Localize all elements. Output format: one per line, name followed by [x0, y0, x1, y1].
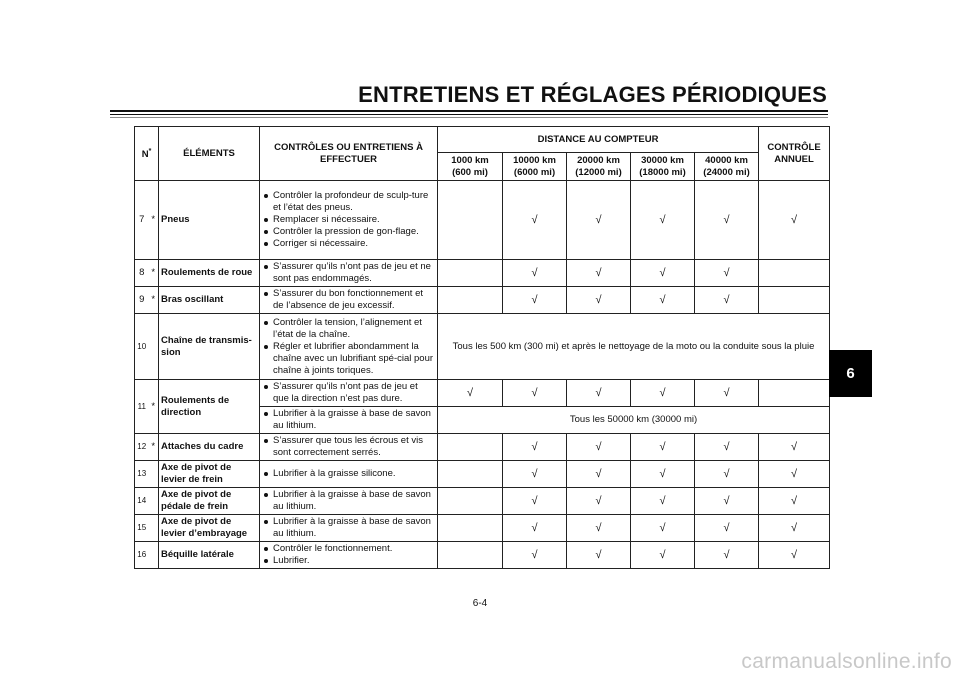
- header-controls: CONTRÔLES OU ENTRETIENS À EFFECTUER: [260, 127, 438, 181]
- element-name: Béquille latérale: [159, 542, 260, 569]
- page-number: 6-4: [472, 598, 488, 609]
- table-row: 10 Chaîne de transmis-sion Contrôler la tension, l’alignement et l’état de la chaîne. Régler et lubrifier abondamment la chaîne avec un lubrifiant spé-cial pour chaîne à joints toriques. Tous les 500 km (300 mi) et après le nettoyage de la moto ou la conduite sous la pluie: [135, 314, 830, 380]
- check-mark: √: [503, 461, 567, 488]
- header-distance-1: 1000 km (600 mi): [438, 153, 503, 181]
- check-mark: √: [503, 434, 567, 461]
- title-rule: [110, 110, 828, 112]
- check-mark: √: [567, 287, 631, 314]
- header-distance-2: 10000 km (6000 mi): [503, 153, 567, 181]
- header-distance-5: 40000 km (24000 mi): [695, 153, 759, 181]
- check-mark: √: [567, 260, 631, 287]
- table-row: 16 Béquille latérale Contrôler le fonctionnement. Lubrifier. √ √ √ √ √: [135, 542, 830, 569]
- check-mark: √: [631, 515, 695, 542]
- table-row: 13 Axe de pivot de levier de frein Lubrifier à la graisse silicone. √ √ √ √ √: [135, 461, 830, 488]
- control-items: S’assurer du bon fonctionnement et de l’absence de jeu excessif.: [260, 287, 438, 314]
- check-mark: √: [759, 515, 830, 542]
- table-row: 15 Axe de pivot de levier d’embrayage Lubrifier à la graisse à base de savon au lithium. √ √ √ √ √: [135, 515, 830, 542]
- element-name: Bras oscillant: [159, 287, 260, 314]
- check-mark: √: [631, 181, 695, 260]
- control-items: S’assurer qu’ils n’ont pas de jeu et que la direction n’est pas dure.: [260, 380, 438, 407]
- header-distance-4: 30000 km (18000 mi): [631, 153, 695, 181]
- check-mark: √: [759, 434, 830, 461]
- check-mark: √: [759, 488, 830, 515]
- check-mark: √: [759, 181, 830, 260]
- header-number: N*: [135, 127, 159, 181]
- element-name: Axe de pivot de levier d’embrayage: [159, 515, 260, 542]
- control-items: Lubrifier à la graisse à base de savon au lithium.: [260, 488, 438, 515]
- header-elements: ÉLÉMENTS: [159, 127, 260, 181]
- control-items: Lubrifier à la graisse à base de savon au lithium.: [260, 515, 438, 542]
- check-mark: √: [695, 434, 759, 461]
- check-mark: √: [567, 542, 631, 569]
- table-row: 7 * Pneus Contrôler la profondeur de sculp-ture et l’état des pneus. Remplacer si nécessaire. Contrôler la pression de gon-flage. Corriger si nécessaire. √ √ √ √ √: [135, 181, 830, 260]
- watermark: carmanualsonline.info: [741, 650, 952, 673]
- check-mark: √: [567, 434, 631, 461]
- control-items: Lubrifier à la graisse à base de savon au lithium.: [260, 407, 438, 434]
- check-mark: √: [631, 260, 695, 287]
- table-row: 14 Axe de pivot de pédale de frein Lubrifier à la graisse à base de savon au lithium. √ √ √ √ √: [135, 488, 830, 515]
- check-mark: √: [631, 380, 695, 407]
- table-row: 8 * Roulements de roue S’assurer qu’ils n’ont pas de jeu et ne sont pas endommagés. √ √ √ √: [135, 260, 830, 287]
- check-mark: √: [503, 380, 567, 407]
- check-mark: √: [567, 461, 631, 488]
- check-mark: √: [503, 287, 567, 314]
- check-mark: √: [695, 380, 759, 407]
- check-mark: √: [567, 515, 631, 542]
- check-mark: √: [695, 461, 759, 488]
- control-items: Contrôler la tension, l’alignement et l’état de la chaîne. Régler et lubrifier abondamment la chaîne avec un lubrifiant spé-cial pour chaîne à joints toriques.: [260, 314, 438, 380]
- check-mark: √: [503, 260, 567, 287]
- header-annual: CONTRÔLE ANNUEL: [759, 127, 830, 181]
- page-title: ENTRETIENS ET RÉGLAGES PÉRIODIQUES: [358, 82, 827, 107]
- check-mark: √: [631, 488, 695, 515]
- table-row: 12 * Attaches du cadre S’assurer que tous les écrous et vis sont correctement serrés. √ √ √ √ √: [135, 434, 830, 461]
- check-mark: √: [503, 515, 567, 542]
- check-mark: √: [695, 287, 759, 314]
- header-distance-3: 20000 km (12000 mi): [567, 153, 631, 181]
- check-mark: √: [695, 260, 759, 287]
- check-mark: √: [503, 488, 567, 515]
- interval-note: Tous les 500 km (300 mi) et après le nettoyage de la moto ou la conduite sous la pluie: [438, 314, 830, 380]
- check-mark: √: [631, 542, 695, 569]
- header-distance: DISTANCE AU COMPTEUR: [438, 127, 759, 153]
- control-items: S’assurer qu’ils n’ont pas de jeu et ne sont pas endommagés.: [260, 260, 438, 287]
- control-items: Lubrifier à la graisse silicone.: [260, 461, 438, 488]
- check-mark: √: [631, 287, 695, 314]
- check-mark: √: [695, 515, 759, 542]
- check-mark: √: [503, 542, 567, 569]
- table-row: 11 * Roulements de direction S’assurer qu’ils n’ont pas de jeu et que la direction n’est pas dure. √ √ √ √ √: [135, 380, 830, 407]
- check-mark: √: [567, 488, 631, 515]
- check-mark: √: [503, 181, 567, 260]
- check-mark: √: [631, 461, 695, 488]
- title-rule: [110, 117, 828, 118]
- check-mark: √: [695, 542, 759, 569]
- element-name: Chaîne de transmis-sion: [159, 314, 260, 380]
- check-mark: √: [567, 181, 631, 260]
- table-row: 9 * Bras oscillant S’assurer du bon fonctionnement et de l’absence de jeu excessif. √ √ √ √: [135, 287, 830, 314]
- check-mark: √: [759, 542, 830, 569]
- maintenance-table: [134, 126, 830, 569]
- interval-note: Tous les 50000 km (30000 mi): [438, 407, 830, 434]
- element-name: Pneus: [159, 181, 260, 260]
- element-name: Roulements de direction: [159, 380, 260, 434]
- element-name: Attaches du cadre: [159, 434, 260, 461]
- check-mark: √: [567, 380, 631, 407]
- element-name: Axe de pivot de levier de frein: [159, 461, 260, 488]
- element-name: Roulements de roue: [159, 260, 260, 287]
- control-items: Contrôler le fonctionnement. Lubrifier.: [260, 542, 438, 569]
- title-rule: [110, 114, 828, 115]
- check-mark: √: [695, 181, 759, 260]
- check-mark: √: [631, 434, 695, 461]
- check-mark: √: [438, 380, 503, 407]
- control-items: Contrôler la profondeur de sculp-ture et l’état des pneus. Remplacer si nécessaire. Contrôler la pression de gon-flage. Corriger si nécessaire.: [260, 181, 438, 260]
- check-mark: √: [695, 488, 759, 515]
- chapter-tab: 6: [829, 350, 872, 397]
- element-name: Axe de pivot de pédale de frein: [159, 488, 260, 515]
- control-items: S’assurer que tous les écrous et vis sont correctement serrés.: [260, 434, 438, 461]
- check-mark: √: [759, 461, 830, 488]
